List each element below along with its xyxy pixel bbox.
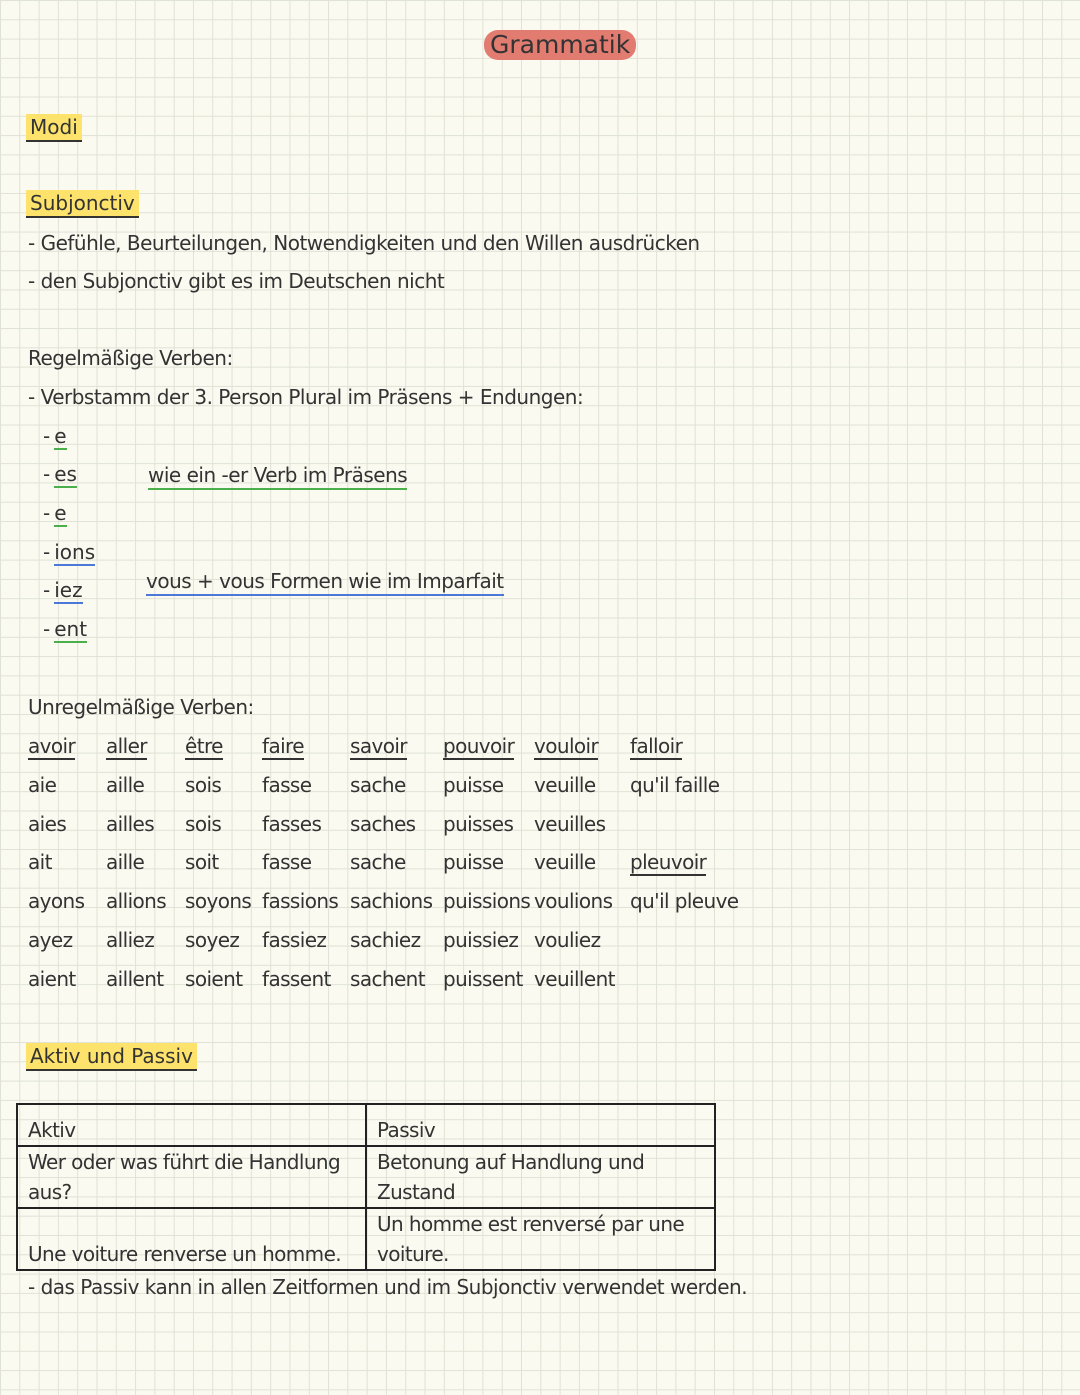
ending-item: - es: [43, 462, 77, 486]
verb-form: veuille: [534, 772, 596, 797]
table-cell: Wer oder was führt die Handlung aus?: [17, 1146, 366, 1208]
table-row: [17, 1104, 715, 1146]
verb-infinitive: faire: [262, 734, 304, 758]
ending-item: - ent: [43, 617, 88, 641]
verb-form: aillent: [106, 966, 164, 991]
verb-form: puissent: [443, 966, 523, 991]
verb-form: veuille: [534, 850, 596, 875]
verb-form: ayez: [28, 927, 73, 952]
ending-text: iez: [54, 578, 83, 602]
aktiv-passiv-table: [16, 1103, 716, 1271]
verb-column-etre: [185, 731, 251, 1003]
verb-form: qu'il pleuve: [630, 889, 739, 914]
verb-form: puissions: [443, 889, 531, 914]
page-title: Grammatik: [484, 30, 636, 60]
ending-item: - ions: [43, 540, 96, 564]
verb-form: ayons: [28, 889, 85, 914]
subjonctiv-bullet-1: - Gefühle, Beurteilungen, Notwendigkeiten und den Willen ausdrücken: [28, 231, 700, 255]
verb-column-falloir-pleuvoir: [630, 731, 739, 925]
verb-form: fassiez: [262, 927, 327, 952]
verb-column-avoir: [28, 731, 84, 1003]
verb-infinitive: être: [185, 734, 223, 758]
subjonctiv-bullet-2: - den Subjonctiv gibt es im Deutschen nicht: [28, 269, 445, 293]
regular-verbs-heading: Regelmäßige Verben:: [28, 346, 233, 370]
verb-form: alliez: [106, 927, 155, 952]
irregular-verbs-heading: Unregelmäßige Verben:: [28, 695, 254, 719]
table-cell: Aktiv: [17, 1104, 366, 1146]
verb-form: fassent: [262, 966, 331, 991]
table-cell: Une voiture renverse un homme.: [17, 1208, 366, 1270]
verb-form: vouliez: [534, 927, 601, 952]
table-row: [17, 1146, 715, 1208]
verb-form: fasses: [262, 811, 322, 836]
verb-form: soyez: [185, 927, 240, 952]
verb-form: puissiez: [443, 927, 519, 952]
verb-form: sache: [350, 850, 406, 875]
verb-infinitive: falloir: [630, 734, 683, 758]
verb-form: fasse: [262, 772, 312, 797]
ending-item: - e: [43, 501, 67, 525]
verb-form: fasse: [262, 850, 312, 875]
ending-item: - iez: [43, 578, 83, 602]
verb-form: aie: [28, 772, 57, 797]
verb-infinitive: pleuvoir: [630, 850, 707, 875]
verb-infinitive: aller: [106, 734, 147, 758]
verb-form: allions: [106, 889, 167, 914]
ending-text: es: [54, 462, 77, 486]
verb-form: veuilles: [534, 811, 606, 836]
verb-form: puisses: [443, 811, 514, 836]
verb-form: sois: [185, 772, 222, 797]
modi-heading: Modi: [26, 114, 82, 142]
verb-column-pouvoir: [443, 731, 530, 1003]
verb-form: puisse: [443, 772, 504, 797]
verb-form: aies: [28, 811, 67, 836]
note-er-verb: wie ein -er Verb im Präsens: [148, 462, 407, 490]
passiv-note: - das Passiv kann in allen Zeitformen und im Subjonctiv verwendet werden.: [28, 1275, 748, 1299]
verb-column-aller: [106, 731, 166, 1003]
table-cell: Passiv: [366, 1104, 715, 1146]
verb-form: aille: [106, 850, 145, 875]
ending-text: ions: [54, 540, 96, 564]
verb-form: sache: [350, 772, 406, 797]
verb-form: ait: [28, 850, 52, 875]
verb-form: soyons: [185, 889, 252, 914]
verb-form: aille: [106, 772, 145, 797]
verb-form: soit: [185, 850, 219, 875]
verb-form: sachions: [350, 889, 433, 914]
verb-form: qu'il faille: [630, 772, 720, 797]
table-cell: Un homme est renversé par une voiture.: [366, 1208, 715, 1270]
verb-form: puisse: [443, 850, 504, 875]
aktiv-passiv-heading: Aktiv und Passiv: [26, 1043, 197, 1071]
verb-form: sachiez: [350, 927, 421, 952]
ending-text: ent: [54, 617, 88, 641]
verb-infinitive: pouvoir: [443, 734, 515, 758]
verb-column-savoir: [350, 731, 432, 1003]
verb-form: veuillent: [534, 966, 615, 991]
verb-form: sois: [185, 811, 222, 836]
verb-form: aient: [28, 966, 76, 991]
note-vous-forms: vous + vous Formen wie im Imparfait: [146, 568, 504, 596]
verb-form: soient: [185, 966, 243, 991]
verb-infinitive: savoir: [350, 734, 407, 758]
verb-form: sachent: [350, 966, 425, 991]
ending-text: e: [54, 424, 67, 448]
ending-text: e: [54, 501, 67, 525]
verb-form: voulions: [534, 889, 613, 914]
verb-column-vouloir: [534, 731, 615, 1003]
subjonctiv-heading: Subjonctiv: [26, 190, 139, 218]
table-row: [17, 1208, 715, 1270]
verb-form: saches: [350, 811, 416, 836]
verb-column-faire: [262, 731, 338, 1003]
ending-item: - e: [43, 424, 67, 448]
verb-infinitive: vouloir: [534, 734, 599, 758]
verb-form: ailles: [106, 811, 155, 836]
table-cell: Betonung auf Handlung und Zustand: [366, 1146, 715, 1208]
verb-form: fassions: [262, 889, 339, 914]
verb-infinitive: avoir: [28, 734, 76, 758]
regular-verbs-rule: - Verbstamm der 3. Person Plural im Präsens + Endungen:: [28, 385, 584, 409]
